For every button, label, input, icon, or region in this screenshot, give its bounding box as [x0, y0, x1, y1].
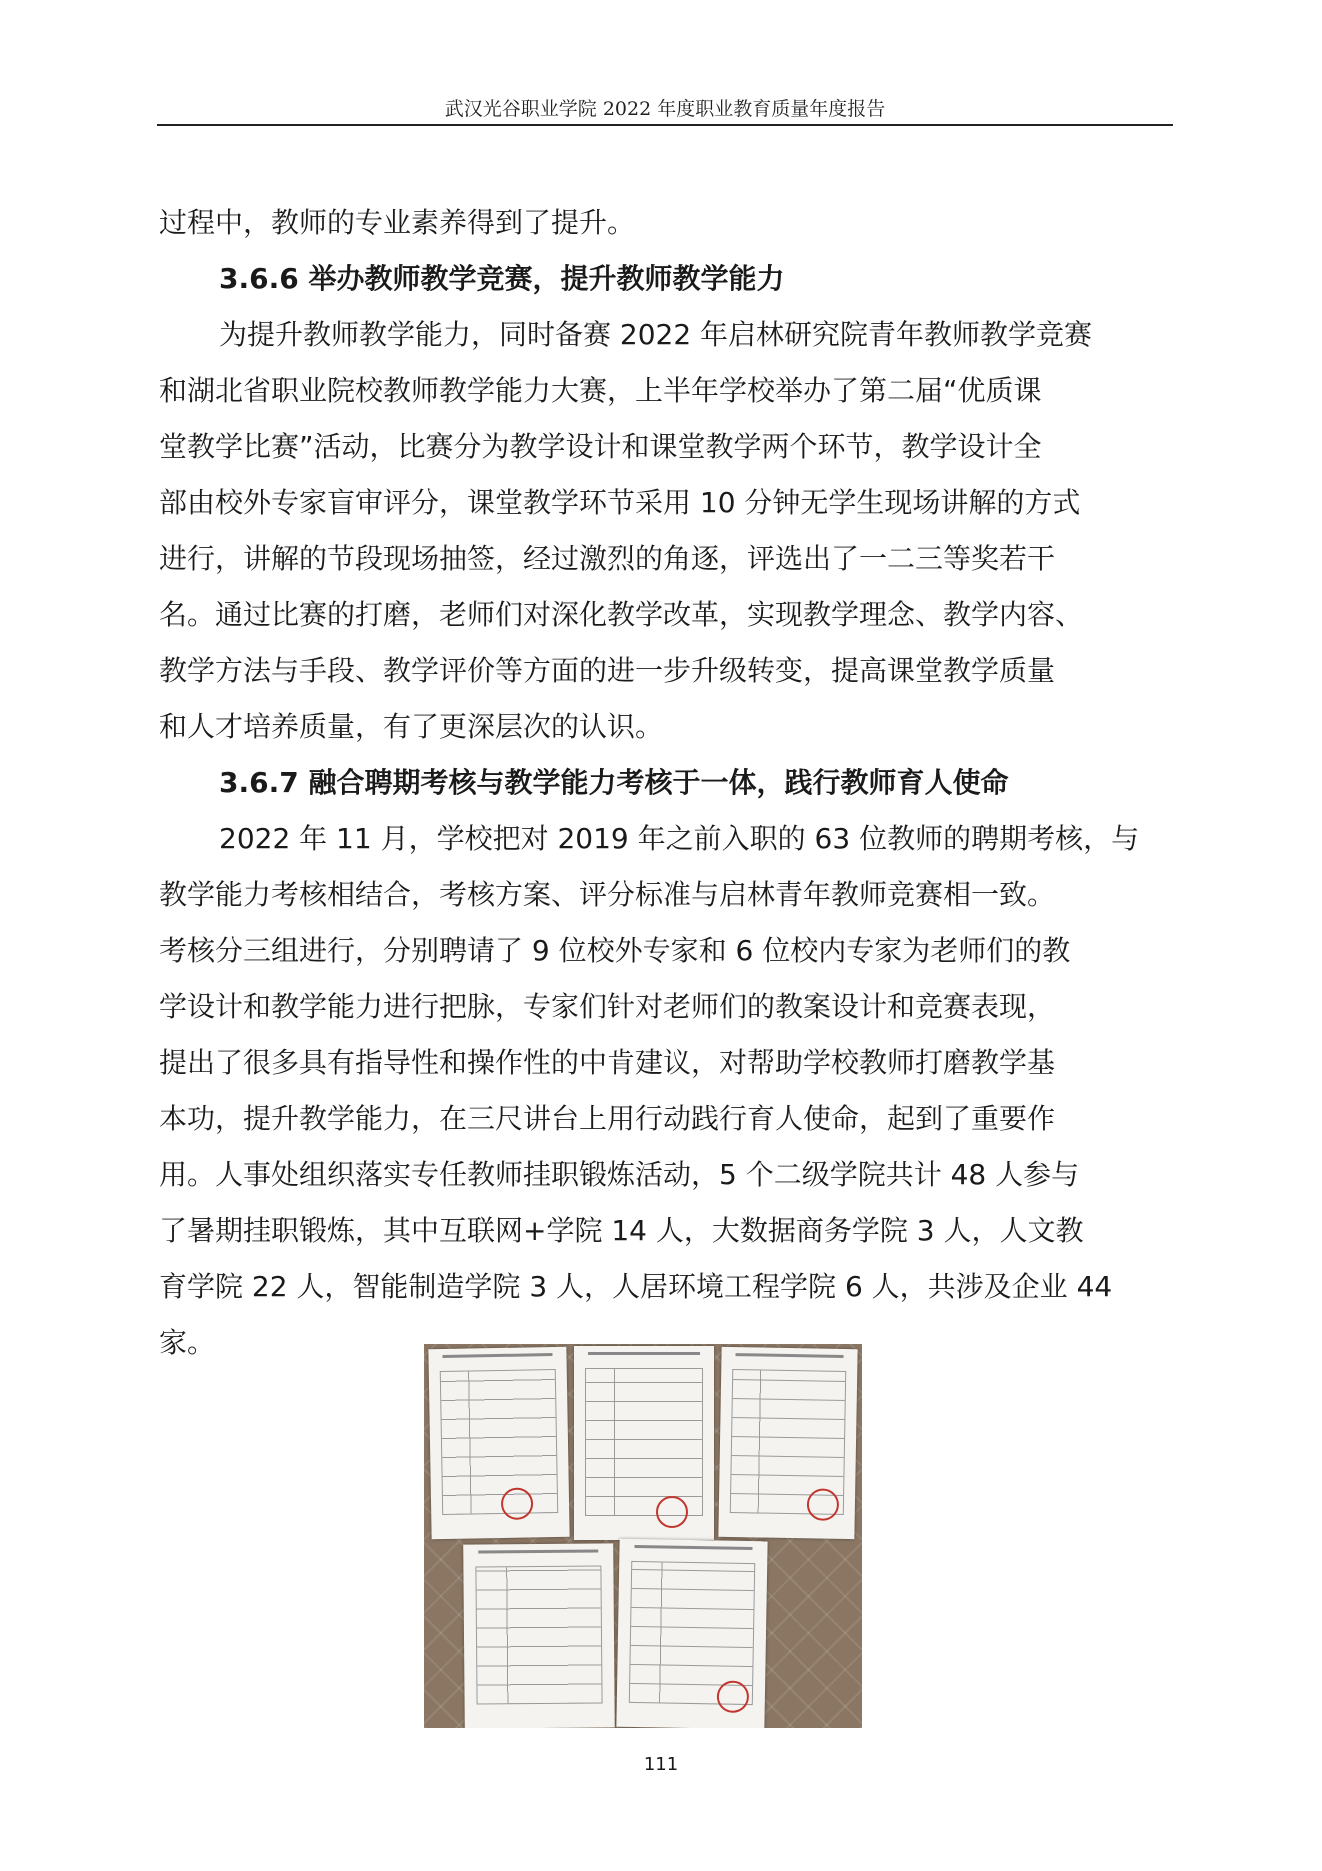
form-sheet	[616, 1539, 767, 1728]
text-line: 过程中，教师的专业素养得到了提升。	[159, 206, 636, 239]
page-header: 武汉光谷职业学院 2022 年度职业教育质量年度报告	[444, 98, 886, 120]
text-line: 和湖北省职业院校教师教学能力大赛，上半年学校举办了第二届“优质课	[159, 374, 1042, 407]
form-sheet	[718, 1347, 857, 1539]
text-line: 学设计和教学能力进行把脉，专家们针对老师们的教案设计和竞赛表现，	[159, 990, 1056, 1023]
form-sheet	[574, 1346, 714, 1540]
forms-photo	[424, 1344, 862, 1728]
text-line: 用。人事处组织落实专任教师挂职锻炼活动，5 个二级学院共计 48 人参与	[159, 1158, 1080, 1191]
section-heading-3-6-7: 3.6.7 融合聘期考核与教学能力考核于一体，践行教师育人使命	[219, 766, 1009, 799]
paragraph-teaching-competition	[159, 307, 1175, 755]
text-line: 部由校外专家盲审评分，课堂教学环节采用 10 分钟无学生现场讲解的方式	[159, 486, 1081, 519]
header-divider	[157, 124, 1173, 126]
section-heading-3-6-6: 3.6.6 举办教师教学竞赛，提升教师教学能力	[219, 262, 785, 295]
text-line: 教学方法与手段、教学评价等方面的进一步升级转变，提高课堂教学质量	[159, 654, 1056, 687]
paragraph-assessment	[159, 811, 1175, 1371]
text-line: 家。	[159, 1326, 216, 1359]
form-sheet	[463, 1543, 615, 1728]
text-line: 提出了很多具有指导性和操作性的中肯建议，对帮助学校教师打磨教学基	[159, 1046, 1056, 1079]
text-line: 堂教学比赛”活动，比赛分为教学设计和课堂教学两个环节，教学设计全	[159, 430, 1042, 463]
text-line: 名。通过比赛的打磨，老师们对深化教学改革，实现教学理念、教学内容、	[159, 598, 1084, 631]
text-line: 教学能力考核相结合，考核方案、评分标准与启林青年教师竞赛相一致。	[159, 878, 1056, 911]
page-number: 111	[643, 1754, 679, 1775]
text-line: 2022 年 11 月，学校把对 2019 年之前入职的 63 位教师的聘期考核，与	[219, 822, 1140, 855]
text-line: 了暑期挂职锻炼，其中互联网+学院 14 人，大数据商务学院 3 人，人文教	[159, 1214, 1084, 1247]
document-body	[159, 195, 1175, 1371]
text-line: 考核分三组进行，分别聘请了 9 位校外专家和 6 位校内专家为老师们的教	[159, 934, 1071, 967]
text-line: 为提升教师教学能力，同时备赛 2022 年启林研究院青年教师教学竞赛	[219, 318, 1093, 351]
form-sheet	[428, 1347, 569, 1539]
text-line: 育学院 22 人，智能制造学院 3 人，人居环境工程学院 6 人，共涉及企业 44	[159, 1270, 1113, 1303]
text-line: 本功，提升教学能力，在三尺讲台上用行动践行育人使命，起到了重要作	[159, 1102, 1056, 1135]
text-line: 进行，讲解的节段现场抽签，经过激烈的角逐，评选出了一二三等奖若干	[159, 542, 1056, 575]
text-line: 和人才培养质量，有了更深层次的认识。	[159, 710, 664, 743]
